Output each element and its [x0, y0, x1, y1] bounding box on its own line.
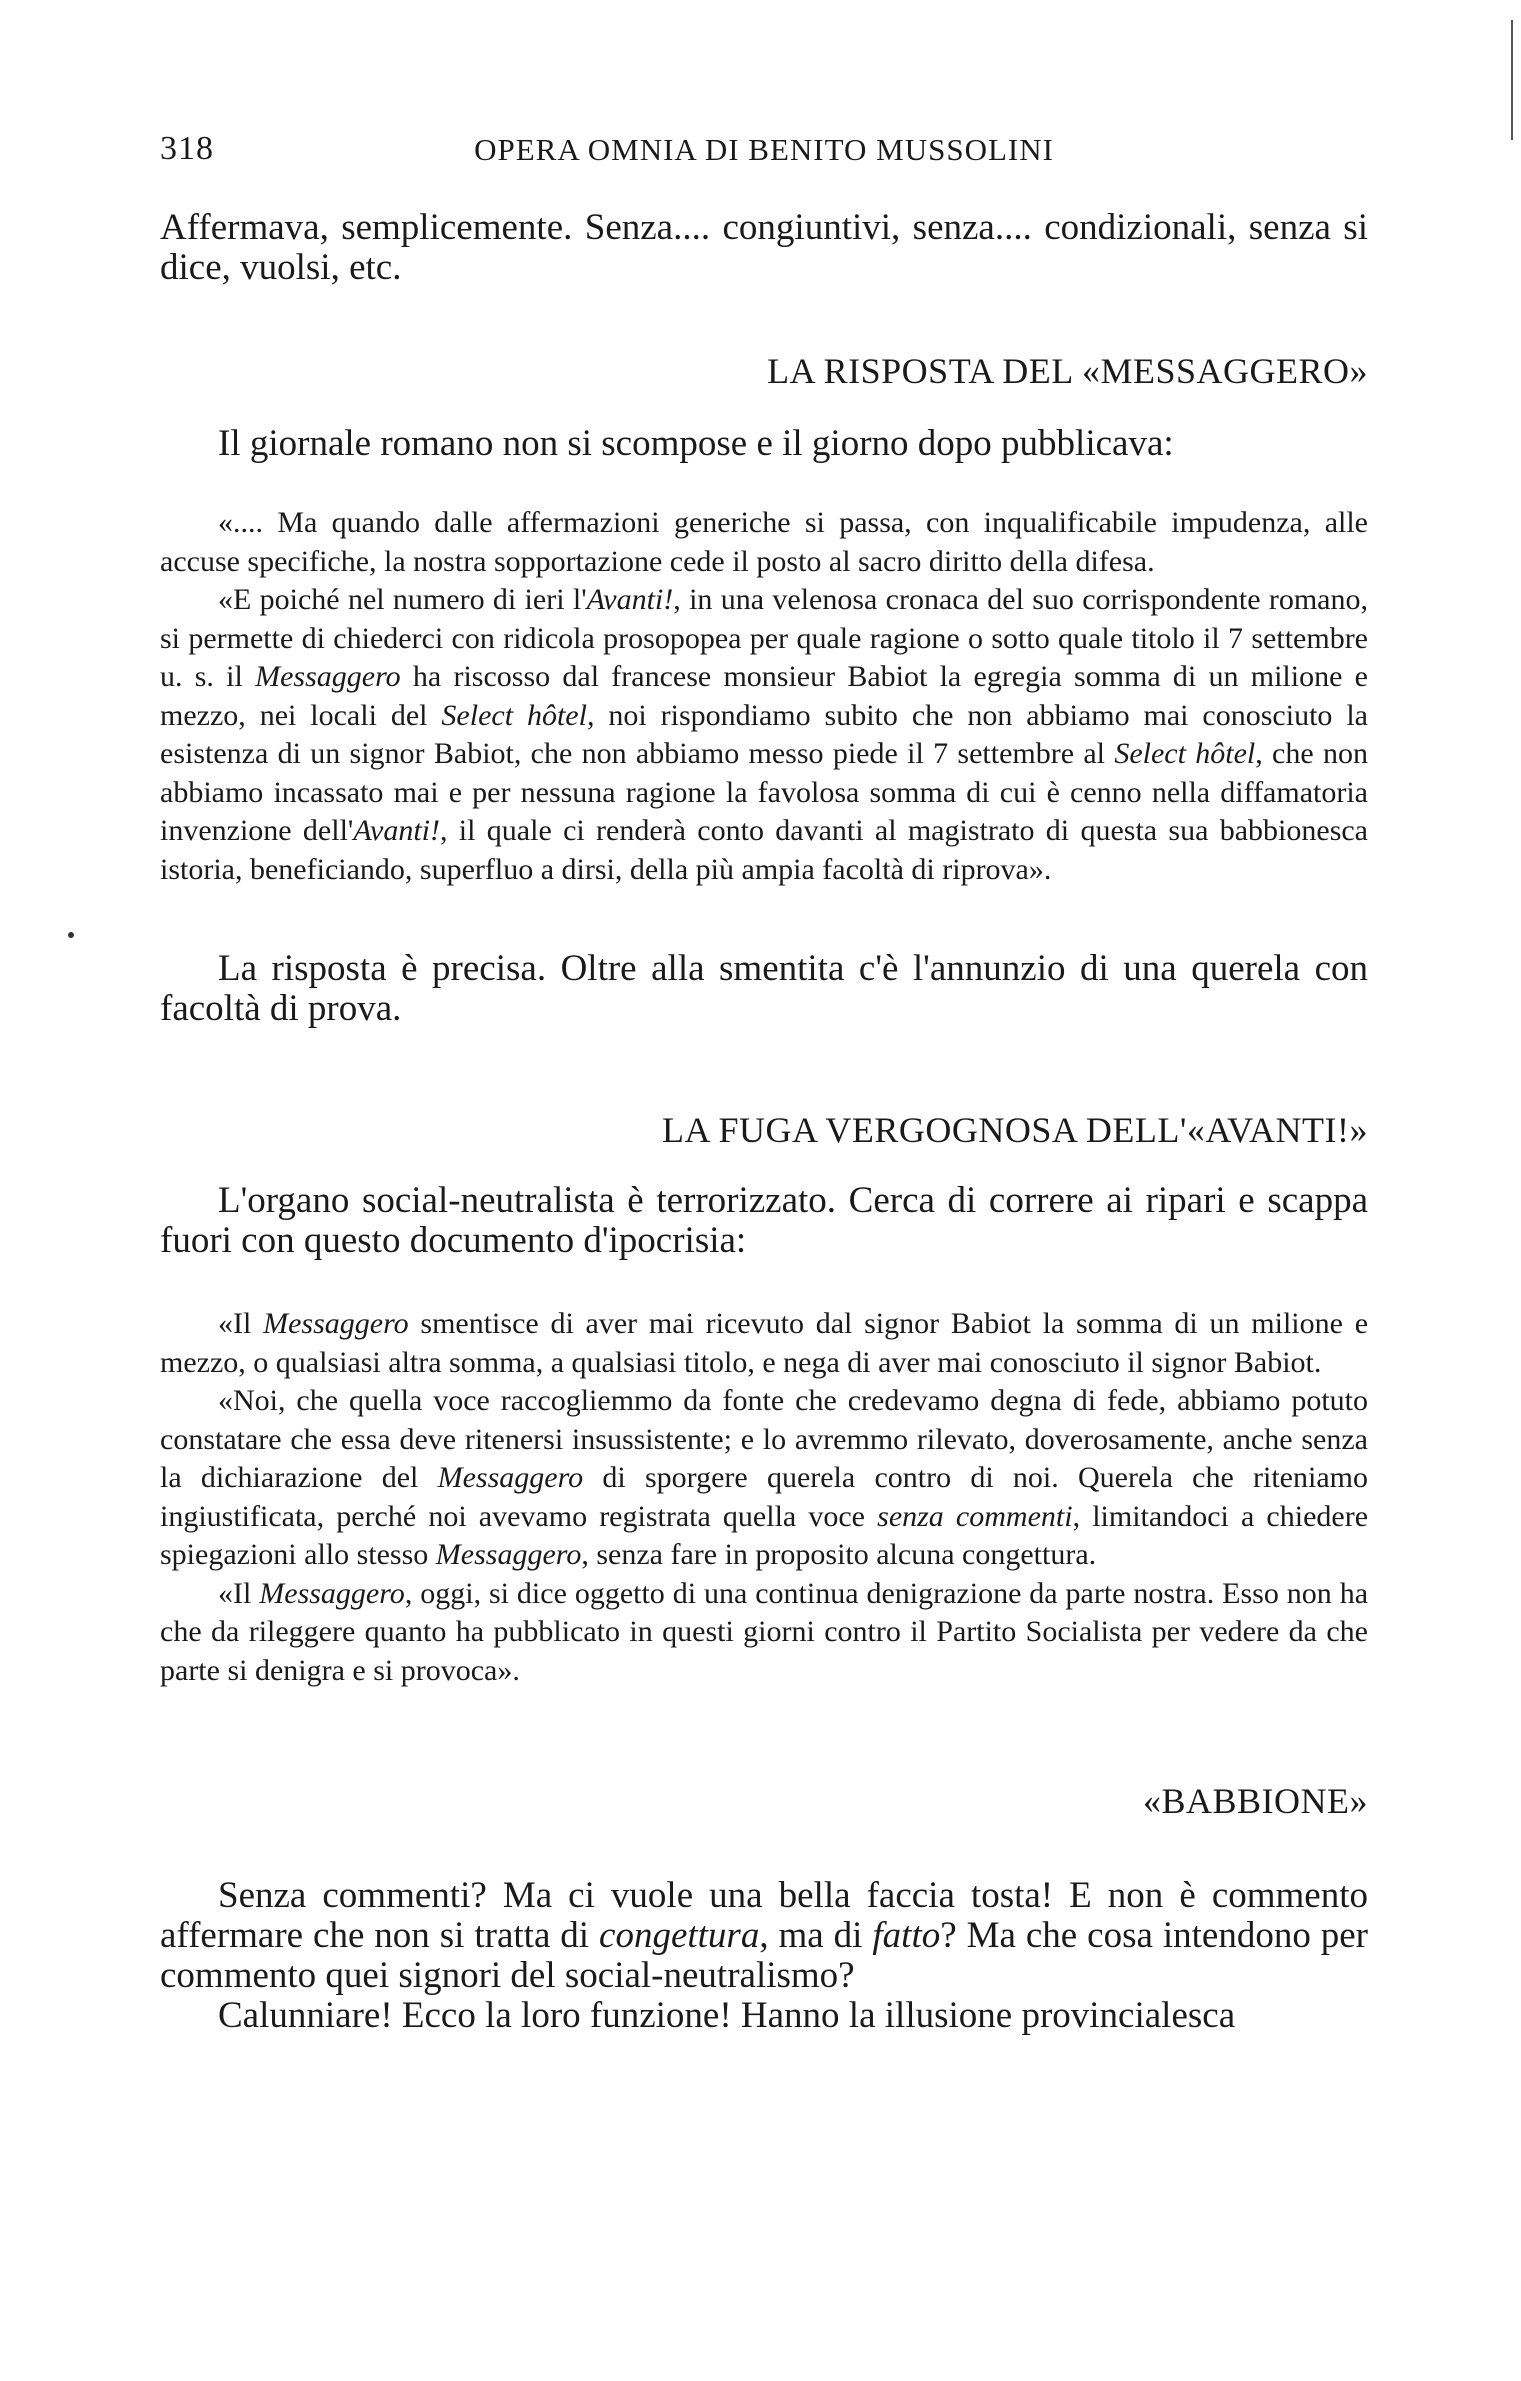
text-run: di sporgere querela contro di noi. Querela che riteniamo ingiustificata, perché noi avevamo registrata quella voce — [160, 1461, 1368, 1533]
text-run: , in una velenosa cronaca del suo corrispondente romano, si permette di chiederci con ridicola prosopopea per quale ragione o sotto quale titolo il 7 settembre u. s. il — [160, 583, 1368, 693]
section1-lead: Il giornale romano non si scompose e il giorno dopo pubblicava: — [218, 423, 1174, 464]
italic-word: fatto — [872, 1915, 941, 1956]
section1-comment: La risposta è precisa. Oltre alla smentita c'è l'annunzio di una querela con facoltà di prova. — [160, 948, 1368, 1029]
italic-title: Messaggero — [263, 1307, 409, 1340]
text-run: , che non abbiamo incassato mai e per nessuna ragione la favolosa somma di cui è cenno nella diffamatoria invenzione dell' — [160, 737, 1368, 847]
intro-paragraph: Affermava, semplicemente. Senza.... congiuntivi, senza.... condizionali, senza si dice, vuolsi, etc. — [160, 207, 1368, 288]
quote-paragraph — [160, 1305, 1368, 1382]
italic-title: Select hôtel — [1114, 737, 1256, 770]
text-run: , oggi, si dice oggetto di una continua denigrazione da parte nostra. Esso non ha che da rileggere quanto ha pubblicato in questi giorni contro il Partito Socialista per vedere da che parte si denigra e si provoca». — [160, 1576, 1369, 1687]
quote-paragraph — [160, 1575, 1368, 1691]
text-run: ha riscosso dal francese monsieur Babiot la egregia somma di un milione e mezzo, nei locali del — [160, 660, 1368, 732]
quote-paragraph — [160, 581, 1368, 889]
page-number: 318 — [160, 130, 214, 167]
italic-title: Select hôtel — [441, 698, 587, 732]
section-heading-fuga: LA FUGA VERGOGNOSA DELL'«AVANTI!» — [661, 1110, 1368, 1150]
italic-title: Avanti! — [353, 814, 440, 847]
document-page — [160, 130, 1368, 2036]
quote-paragraph: «.... Ma quando dalle affermazioni generiche si passa, con inqualificabile impudenza, alle accuse specifiche, la nostra sopportazione cede il posto al sacro diritto della difesa. — [160, 506, 1368, 578]
text-run: «Il — [218, 1576, 260, 1610]
page-edge-mark — [1511, 20, 1513, 140]
italic-title: Messaggero — [435, 1538, 582, 1571]
text-run: smentisce di aver mai ricevuto dal signor Babiot la somma di un milione e mezzo, o qualsiasi altra somma, a qualsiasi titolo, e nega di aver mai conosciuto il signor Babiot. — [160, 1307, 1369, 1379]
text-run: «Noi, che quella voce raccogliemmo da fonte che credevamo degna di fede, abbiamo potuto constatare che essa deve ritenersi insussistente; e lo avremmo rilevato, doverosamente, anche senza la dichiarazione del — [160, 1384, 1368, 1494]
italic-phrase: senza commenti — [877, 1499, 1073, 1533]
text-run: , senza fare in proposito alcuna congettura. — [581, 1538, 1097, 1571]
running-header — [160, 130, 1368, 170]
text-run: «Il — [218, 1307, 264, 1340]
text-run: Senza commenti? Ma ci vuole una bella faccia tosta! E non è commento affermare che non si tratta di — [160, 1875, 1368, 1956]
section-heading-risposta: LA RISPOSTA DEL «MESSAGGERO» — [767, 351, 1368, 391]
text-run: , il quale ci renderà conto davanti al magistrato di questa sua babbionesca istoria, beneficiando, superfluo a dirsi, della più ampia facoltà di riprova». — [160, 814, 1368, 886]
text-run: , noi rispondiamo subito che non abbiamo mai conosciuto la esistenza di un signor Babiot, che non abbiamo messo piede il 7 settembre al — [160, 698, 1368, 770]
ink-dot — [68, 932, 74, 938]
section3-paragraph: Calunniare! Ecco la loro funzione! Hanno la illusione provincialesca — [218, 1995, 1236, 2036]
text-run: , limitandoci a chiedere spiegazioni allo stesso — [160, 1499, 1369, 1571]
italic-title: Messaggero — [437, 1461, 584, 1494]
quote-block-messaggero — [160, 504, 1368, 889]
section2-lead: L'organo social-neutralista è terrorizzato. Cerca di correre ai ripari e scappa fuori con questo documento d'ipocrisia: — [160, 1180, 1368, 1261]
italic-word: congettura — [599, 1915, 760, 1956]
text-run: , ma di — [759, 1915, 873, 1956]
text-run: «E poiché nel numero di ieri l' — [218, 583, 587, 616]
text-run: ? Ma che cosa intendono per commento quei signori del social-neutralismo? — [160, 1915, 1369, 1996]
section-heading-babbione: «BABBIONE» — [1142, 1781, 1368, 1821]
quote-paragraph — [160, 1382, 1368, 1575]
section3-paragraph — [160, 1876, 1368, 1996]
quote-block-avanti — [160, 1305, 1368, 1690]
running-title: OPERA OMNIA DI BENITO MUSSOLINI — [474, 132, 1054, 167]
italic-title: Messaggero — [255, 660, 401, 693]
italic-title: Messaggero — [259, 1576, 405, 1610]
italic-title: Avanti! — [586, 583, 674, 616]
